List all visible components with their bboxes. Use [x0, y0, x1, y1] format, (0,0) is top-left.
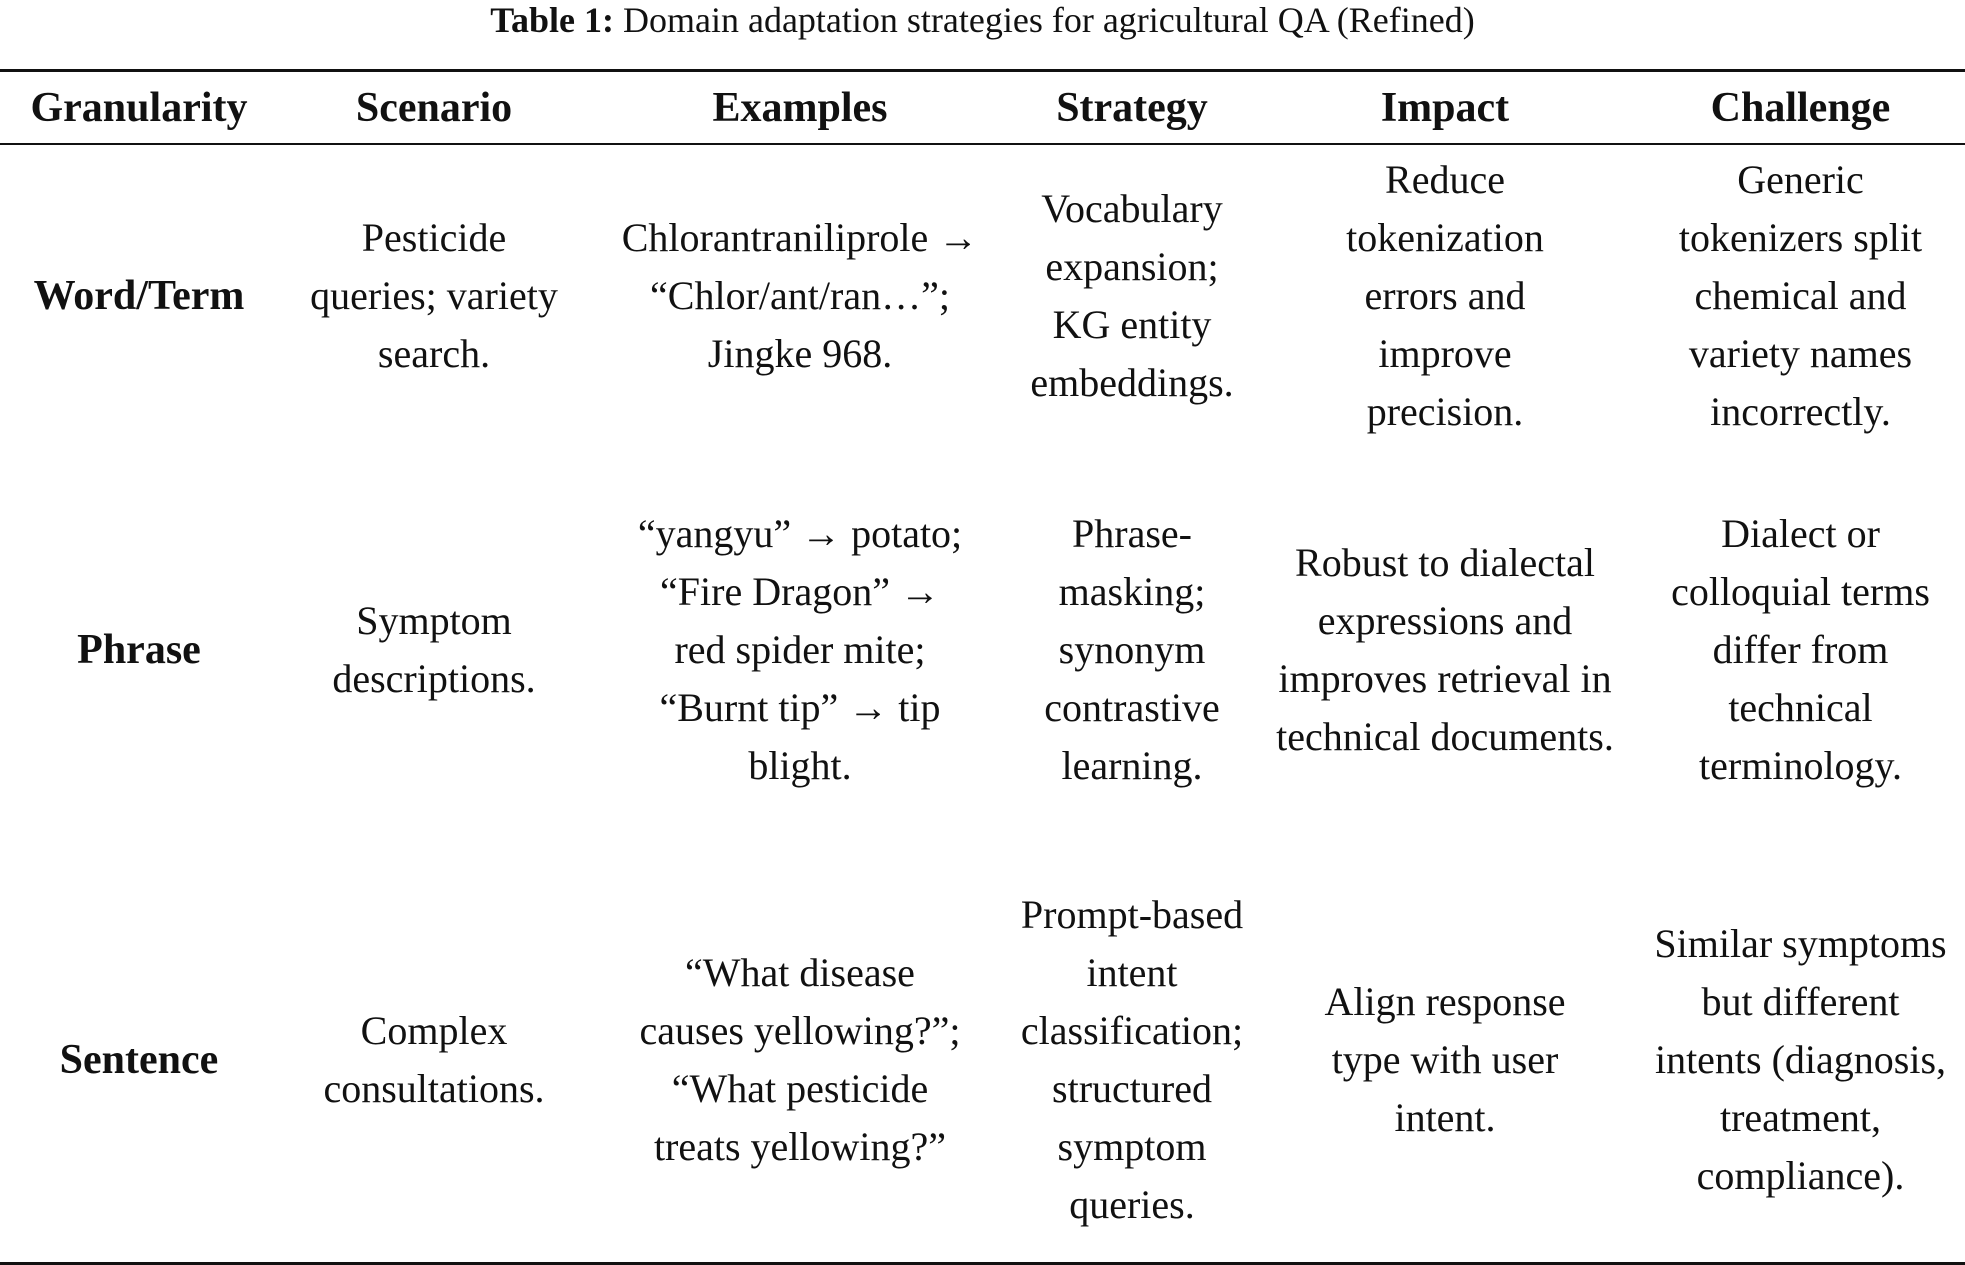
granularity-text: Phrase — [77, 627, 201, 673]
table-header-row — [0, 72, 1965, 143]
header-challenge: Challenge — [1710, 84, 1891, 131]
challenge-cell — [1636, 858, 1965, 1262]
challenge-text: Generic tokenizers split chemical and variety names incorrectly. — [1678, 157, 1923, 434]
impact-text: Robust to dialectal expressions and improves retrieval in technical documents. — [1276, 540, 1614, 759]
table-row — [0, 442, 1965, 858]
granularity-cell — [0, 442, 278, 858]
impact-cell — [1254, 150, 1636, 442]
impact-cell — [1254, 858, 1636, 1262]
scenario-text: Pesticide queries; variety search. — [310, 215, 558, 376]
header-strategy: Strategy — [1056, 84, 1208, 131]
granularity-text: Sentence — [59, 1037, 219, 1083]
challenge-cell — [1636, 150, 1965, 442]
examples-cell — [590, 150, 1010, 442]
strategy-text: Phrase-masking; synonym contrastive learning. — [1044, 511, 1220, 788]
impact-cell — [1254, 442, 1636, 858]
table-row — [0, 858, 1965, 1262]
examples-cell — [590, 442, 1010, 858]
header-impact: Impact — [1380, 84, 1510, 131]
header-granularity: Granularity — [30, 84, 248, 131]
strategy-text: Prompt-based intent classification; structured symptom queries. — [1020, 892, 1244, 1227]
impact-text: Align response type with user intent. — [1324, 979, 1566, 1140]
granularity-cell — [0, 150, 278, 442]
granularity-text: Word/Term — [33, 273, 245, 319]
scenario-cell — [278, 442, 590, 858]
scenario-cell — [278, 858, 590, 1262]
caption-label: Table 1: — [490, 0, 614, 40]
impact-text: Reduce tokenization errors and improve precision. — [1346, 157, 1544, 434]
strategy-cell — [1010, 442, 1254, 858]
examples-text: “yangyu” → potato; “Fire Dragon” → red spider mite; “Burnt tip” → tip blight. — [637, 511, 963, 788]
granularity-cell — [0, 858, 278, 1262]
header-scenario: Scenario — [355, 84, 513, 131]
strategy-cell — [1010, 150, 1254, 442]
challenge-text: Dialect or colloquial terms differ from technical terminology. — [1671, 511, 1930, 788]
examples-text: “What disease causes yellowing?”; “What pesticide treats yellowing?” — [639, 950, 961, 1169]
scenario-cell — [278, 150, 590, 442]
header-examples: Examples — [712, 84, 888, 131]
scenario-text: Complex consultations. — [323, 1008, 545, 1111]
header-rule — [0, 143, 1965, 145]
examples-cell — [590, 858, 1010, 1262]
table-caption — [0, 0, 1965, 40]
challenge-text: Similar symptoms but different intents (diagnosis, treatment, compliance). — [1654, 921, 1947, 1198]
examples-text: Chlorantraniliprole → “Chlor/ant/ran…”; Jingke 968. — [621, 215, 979, 376]
scenario-text: Symptom descriptions. — [332, 598, 536, 701]
strategy-text: Vocabulary expansion; KG entity embeddings. — [1030, 186, 1234, 405]
caption-text: Domain adaptation strategies for agricultural QA (Refined) — [622, 0, 1475, 40]
strategy-cell — [1010, 858, 1254, 1262]
challenge-cell — [1636, 442, 1965, 858]
table-row — [0, 150, 1965, 442]
